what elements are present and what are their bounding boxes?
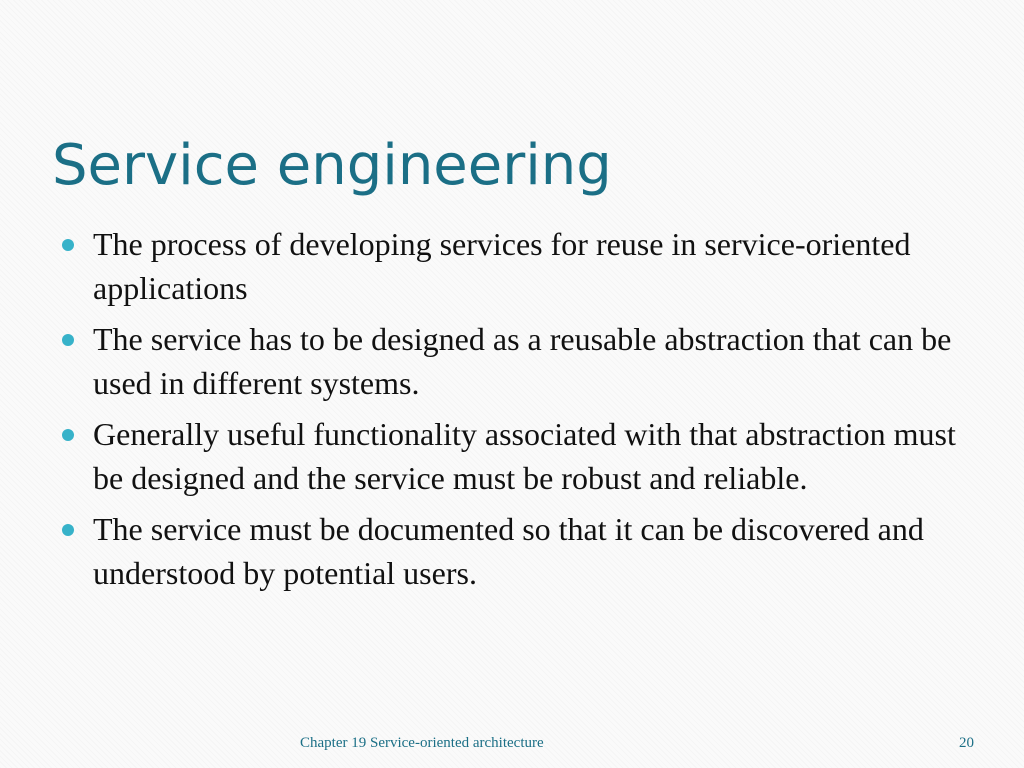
bullet-item	[60, 222, 960, 310]
bullet-dot-icon	[62, 239, 74, 251]
bullet-list	[60, 222, 960, 602]
bullet-text: The process of developing services for reuse in service-oriented applications	[93, 226, 911, 306]
bullet-dot-icon	[62, 334, 74, 346]
bullet-item	[60, 507, 960, 595]
bullet-dot-icon	[62, 524, 74, 536]
page-number: 20	[959, 735, 974, 751]
bullet-item	[60, 317, 960, 405]
bullet-dot-icon	[62, 429, 74, 441]
bullet-text: The service has to be designed as a reusable abstraction that can be used in different systems.	[93, 321, 952, 401]
bullet-text: Generally useful functionality associated with that abstraction must be designed and the service must be robust and reliable.	[93, 416, 956, 496]
bullet-text: The service must be documented so that it can be discovered and understood by potential users.	[93, 511, 924, 591]
slide-footer: Chapter 19 Service-oriented architecture	[300, 735, 544, 751]
bullet-item	[60, 412, 960, 500]
slide-title: Service engineering	[52, 133, 612, 198]
